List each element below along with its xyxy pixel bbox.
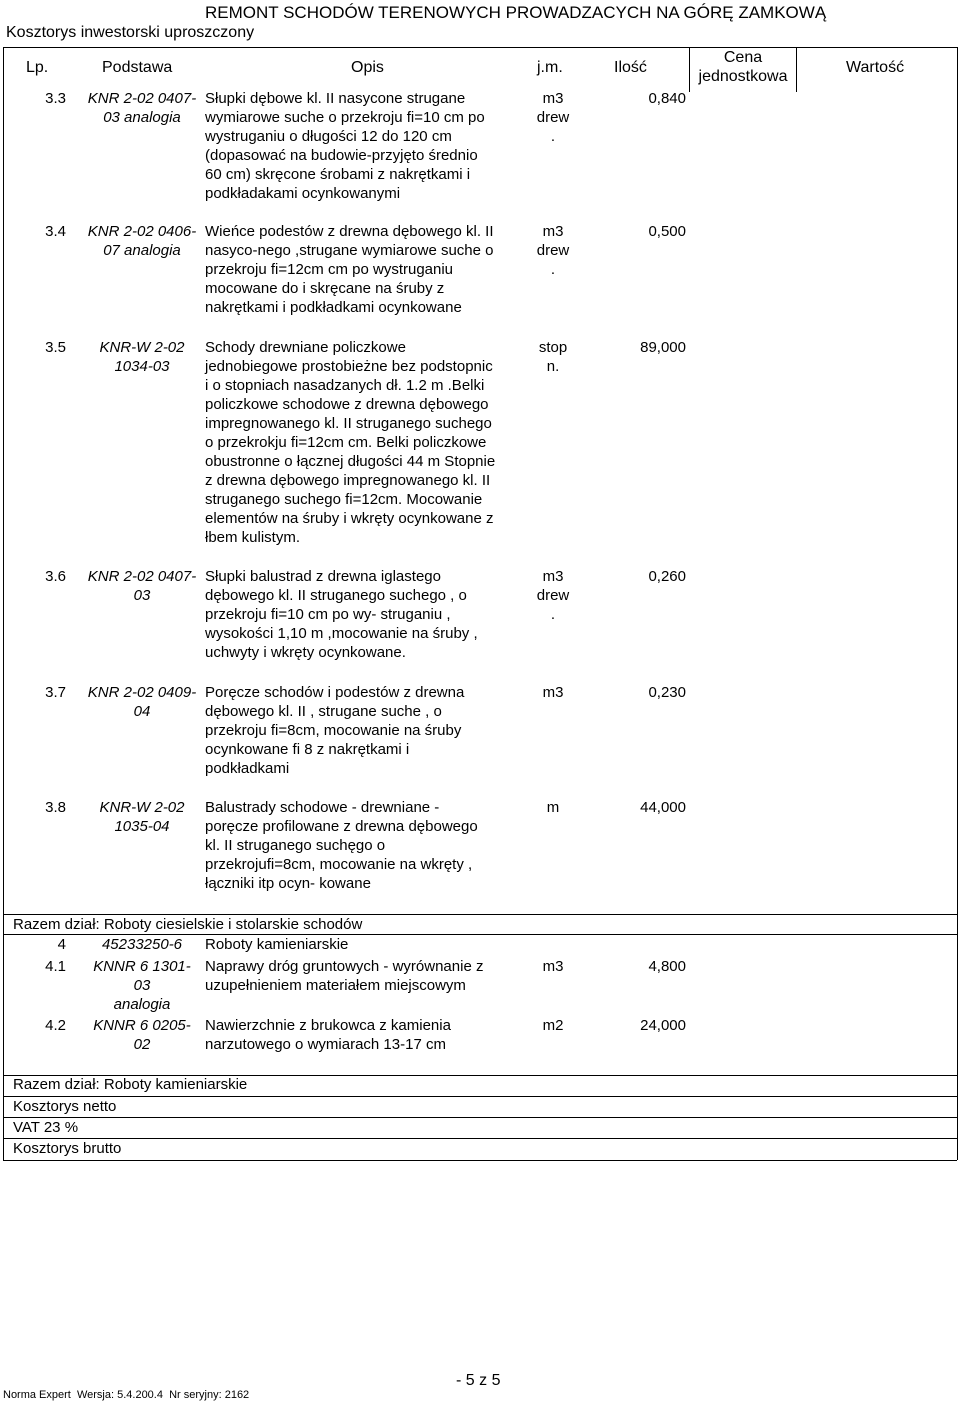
- column-header-podstawa: Podstawa: [102, 59, 173, 76]
- row-podstawa: KNNR 6 0205- 02: [93, 1017, 191, 1053]
- row-opis: Poręcze schodów i podestów z drewna dębowego kl. II , strugane suche , o przekroju fi=8cm, mocowanie na śruby ocynkowane fi 8 z nakrętkami i podkładkami: [205, 684, 465, 777]
- software-info: Norma Expert Wersja: 5.4.200.4 Nr seryjny: 2162: [3, 1389, 250, 1401]
- row-opis: Wieńce podestów z drewna dębowego kl. II nasyco-nego ,strugane wymiarowe suche o przekroju fi=12cm cm po wystruganiu mocowane do i skręcane na śruby z nakrętkami i podkładkami ocynkowane: [205, 223, 494, 316]
- row-podstawa: KNR 2-02 0407- 03: [87, 568, 197, 604]
- row-lp: 3.6: [45, 568, 66, 585]
- summary-netto: Kosztorys netto: [13, 1098, 117, 1115]
- column-header-jm: j.m.: [537, 59, 563, 76]
- row-lp: 4.1: [45, 958, 66, 975]
- document-subtitle: Kosztorys inwestorski uproszczony: [6, 24, 255, 41]
- row-lp: 3.3: [45, 90, 66, 107]
- row-ilosc: 89,000: [640, 339, 686, 356]
- summary-brutto: Kosztorys brutto: [13, 1140, 122, 1157]
- column-divider-wartosc: [796, 47, 797, 92]
- razem-dzial-1: Razem dział: Roboty ciesielskie i stolarskie schodów: [13, 916, 363, 933]
- section-4-podstawa: 45233250-6: [101, 936, 183, 953]
- column-header-lp: Lp.: [26, 59, 49, 76]
- row-jm: m3: [542, 684, 564, 701]
- table-left-border: [3, 47, 4, 1160]
- table-top-border: [3, 47, 957, 48]
- row-opis: Słupki balustrad z drewna iglastego dębowego kl. II struganego suchego , o przekroju fi=10 cm po wy- struganiu , wysokości 1,10 m ,mocowanie na śruby , uchwyty i wkręty ocynkowane.: [205, 568, 478, 661]
- row-lp: 3.7: [45, 684, 66, 701]
- row-ilosc: 0,500: [648, 223, 686, 240]
- row-jm: stop n.: [538, 339, 568, 375]
- row-lp: 4.2: [45, 1017, 66, 1034]
- row-ilosc: 4,800: [648, 958, 686, 975]
- summary-line-3: [3, 1117, 957, 1118]
- row-jm: m3 drew .: [536, 223, 570, 278]
- row-lp: 3.5: [45, 339, 66, 356]
- row-podstawa: KNR 2-02 0407- 03 analogia: [87, 90, 197, 126]
- summary-razem: Razem dział: Roboty kamieniarskie: [13, 1076, 248, 1093]
- column-header-wartosc: Wartość: [846, 59, 905, 76]
- section-4-lp: 4: [57, 936, 66, 953]
- row-opis: Balustrady schodowe - drewniane - poręcze profilowane z drewna dębowego kl. II struganego suchęgo o przekrojufi=8cm, mocowanie na wkręty , łączniki itp ocyn- kowane: [205, 799, 478, 892]
- row-jm: m: [546, 799, 560, 816]
- row-lp: 3.8: [45, 799, 66, 816]
- row-podstawa: KNR-W 2-02 1035-04: [99, 799, 185, 835]
- row-jm: m3 drew .: [536, 568, 570, 623]
- row-jm: m3 drew .: [536, 90, 570, 145]
- section-4-opis: Roboty kamieniarskie: [205, 936, 349, 953]
- row-ilosc: 44,000: [640, 799, 686, 816]
- table-bottom-border: [3, 1160, 957, 1161]
- row-opis: Schody drewniane policzkowe jednobiegowe prostobieżne bez podstopnic i o stopniach nasadzanych dł. 1.2 m .Belki policzkowe schodowe z drewna dębowego impregnowanego kl. II struganego suchego o przekrokju fi=12cm cm. Belki policzkowe obustronne o łącznej długości 44 m Stopnie z drewna dębowego impregnowanego kl. II struganego suchego fi=12cm. Mocowanie elementów na śruby i wkręty ocynkowane z łbem kulistym.: [205, 339, 496, 546]
- column-header-ilosc: Ilość: [614, 59, 647, 76]
- column-header-cena: Cena jednostkowa: [698, 49, 788, 85]
- row-jm: m2: [542, 1017, 564, 1034]
- row-podstawa: KNR 2-02 0409- 04: [87, 684, 197, 720]
- row-podstawa: KNNR 6 1301- 03 analogia: [93, 958, 191, 1013]
- row-jm: m3: [542, 958, 564, 975]
- row-opis: Słupki dębowe kl. II nasycone strugane wymiarowe suche o przekroju fi=10 cm po wystruganiu o długości 12 do 120 cm (dopasować na budowie-przyjęto średnio 60 cm) skręcone śrobami z nakrętkami i podkładakami ocynkowanymi: [205, 90, 485, 202]
- row-podstawa: KNR 2-02 0406- 07 analogia: [87, 223, 197, 259]
- row-ilosc: 0,840: [648, 90, 686, 107]
- row-lp: 3.4: [45, 223, 66, 240]
- row-opis: Naprawy dróg gruntowych - wyrównanie z uzupełnieniem materiałem miejscowym: [205, 958, 484, 994]
- row-podstawa: KNR-W 2-02 1034-03: [99, 339, 185, 375]
- table-right-border: [957, 47, 958, 1160]
- page-number: - 5 z 5: [456, 1372, 501, 1389]
- column-header-opis: Opis: [351, 59, 384, 76]
- summary-line-4: [3, 1138, 957, 1139]
- summary-vat: VAT 23 %: [13, 1119, 79, 1136]
- row-ilosc: 0,260: [648, 568, 686, 585]
- row-opis: Nawierzchnie z brukowca z kamienia narzutowego o wymiarach 13-17 cm: [205, 1017, 451, 1053]
- row-ilosc: 24,000: [640, 1017, 686, 1034]
- document-title: REMONT SCHODÓW TERENOWYCH PROWADZACYCH NA GÓRĘ ZAMKOWĄ: [205, 3, 827, 22]
- row-ilosc: 0,230: [648, 684, 686, 701]
- summary-line-2: [3, 1096, 957, 1097]
